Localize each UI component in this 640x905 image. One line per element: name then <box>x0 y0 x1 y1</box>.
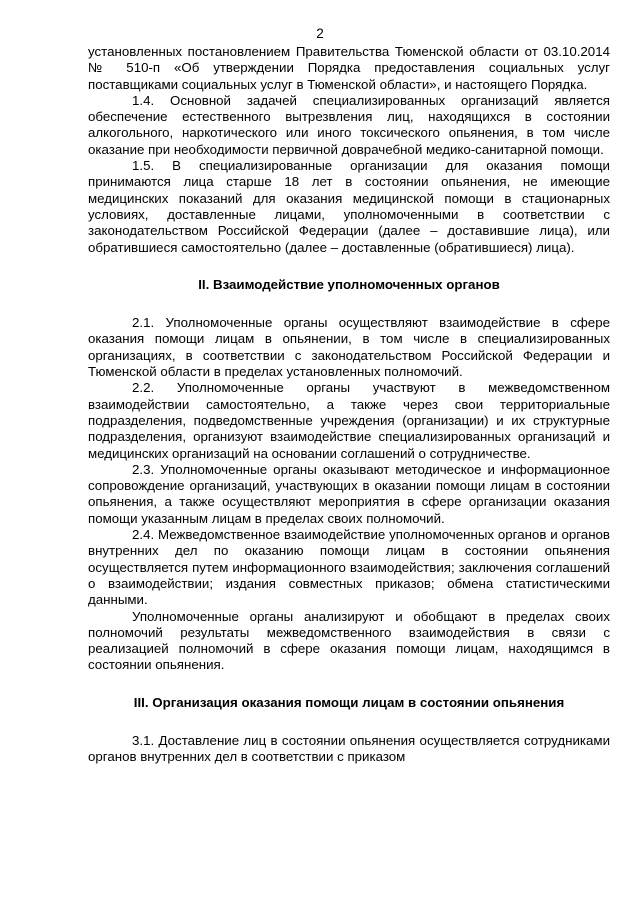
paragraph-1-4: 1.4. Основной задачей специализированных организаций является обеспечение естественного вытрезвления лиц, находящихся в состоянии алкогольного, наркотического или иного токсического опьянения, в том числе оказание при необходимости первичной доврачебной медико-санитарной помощи. <box>88 92 610 157</box>
page-number: 2 <box>316 26 324 41</box>
paragraph-continuation: установленных постановлением Правительства Тюменской области от 03.10.2014 № 510-п «Об утверждении Порядка предоставления социальных услуг поставщиками социальных услуг в Тюменской области», и настоящего Порядка. <box>88 44 610 92</box>
section-2-heading: II. Взаимодействие уполномоченных органов <box>198 276 500 292</box>
paragraph-2-2: 2.2. Уполномоченные органы участвуют в межведомственном взаимодействии самостоятельно, а также через свои территориальные подразделения, подведомственные учреждения (организации) и их структурные подразделения, организуют взаимодействие специализированных организаций и медицинских организаций на основании соглашений о сотрудничестве. <box>88 380 610 461</box>
paragraph-1-5: 1.5. В специализированные организации для оказания помощи принимаются лица старше 18 лет в состоянии опьянения, не имеющие медицинских показаний для оказания медицинской помощи в стационарных условиях, доставленные лицами, уполномоченными в соответствии с законодательством Российской Федерации (далее – доставившие лица), или обратившиеся самостоятельно (далее – доставленные (обратившиеся) лица). <box>88 158 610 255</box>
paragraph-2-4-continued: Уполномоченные органы анализируют и обобщают в пределах своих полномочий результаты межведомственного взаимодействия в связи с реализацией полномочий в сфере оказания помощи лицам, находящимся в состоянии опьянения. <box>88 608 610 673</box>
paragraph-2-3: 2.3. Уполномоченные органы оказывают методическое и информационное сопровождение организаций, участвующих в оказании помощи лицам в состоянии опьянения, а также осуществляют мероприятия в сфере организации оказания помощи указанным лицам в пределах своих полномочий. <box>88 461 610 526</box>
paragraph-2-1: 2.1. Уполномоченные органы осуществляют взаимодействие в сфере оказания помощи лицам в опьянении, в том числе в специализированных организациях, в соответствии с законодательством Российской Федерации и Тюменской области в пределах установленных полномочий. <box>88 315 610 380</box>
paragraph-2-4: 2.4. Межведомственное взаимодействие уполномоченных органов и органов внутренних дел по оказанию помощи лицам в состоянии опьянения осуществляется путем информационного взаимодействия; заключения соглашений о взаимодействии; издания совместных приказов; обмена статистическими данными. <box>88 527 610 608</box>
document-body <box>88 44 610 766</box>
section-3-heading: III. Организация оказания помощи лицам в состоянии опьянения <box>133 694 565 710</box>
paragraph-3-1: 3.1. Доставление лиц в состоянии опьянения осуществляется сотрудниками органов внутренних дел в соответствии с приказом <box>88 732 610 765</box>
